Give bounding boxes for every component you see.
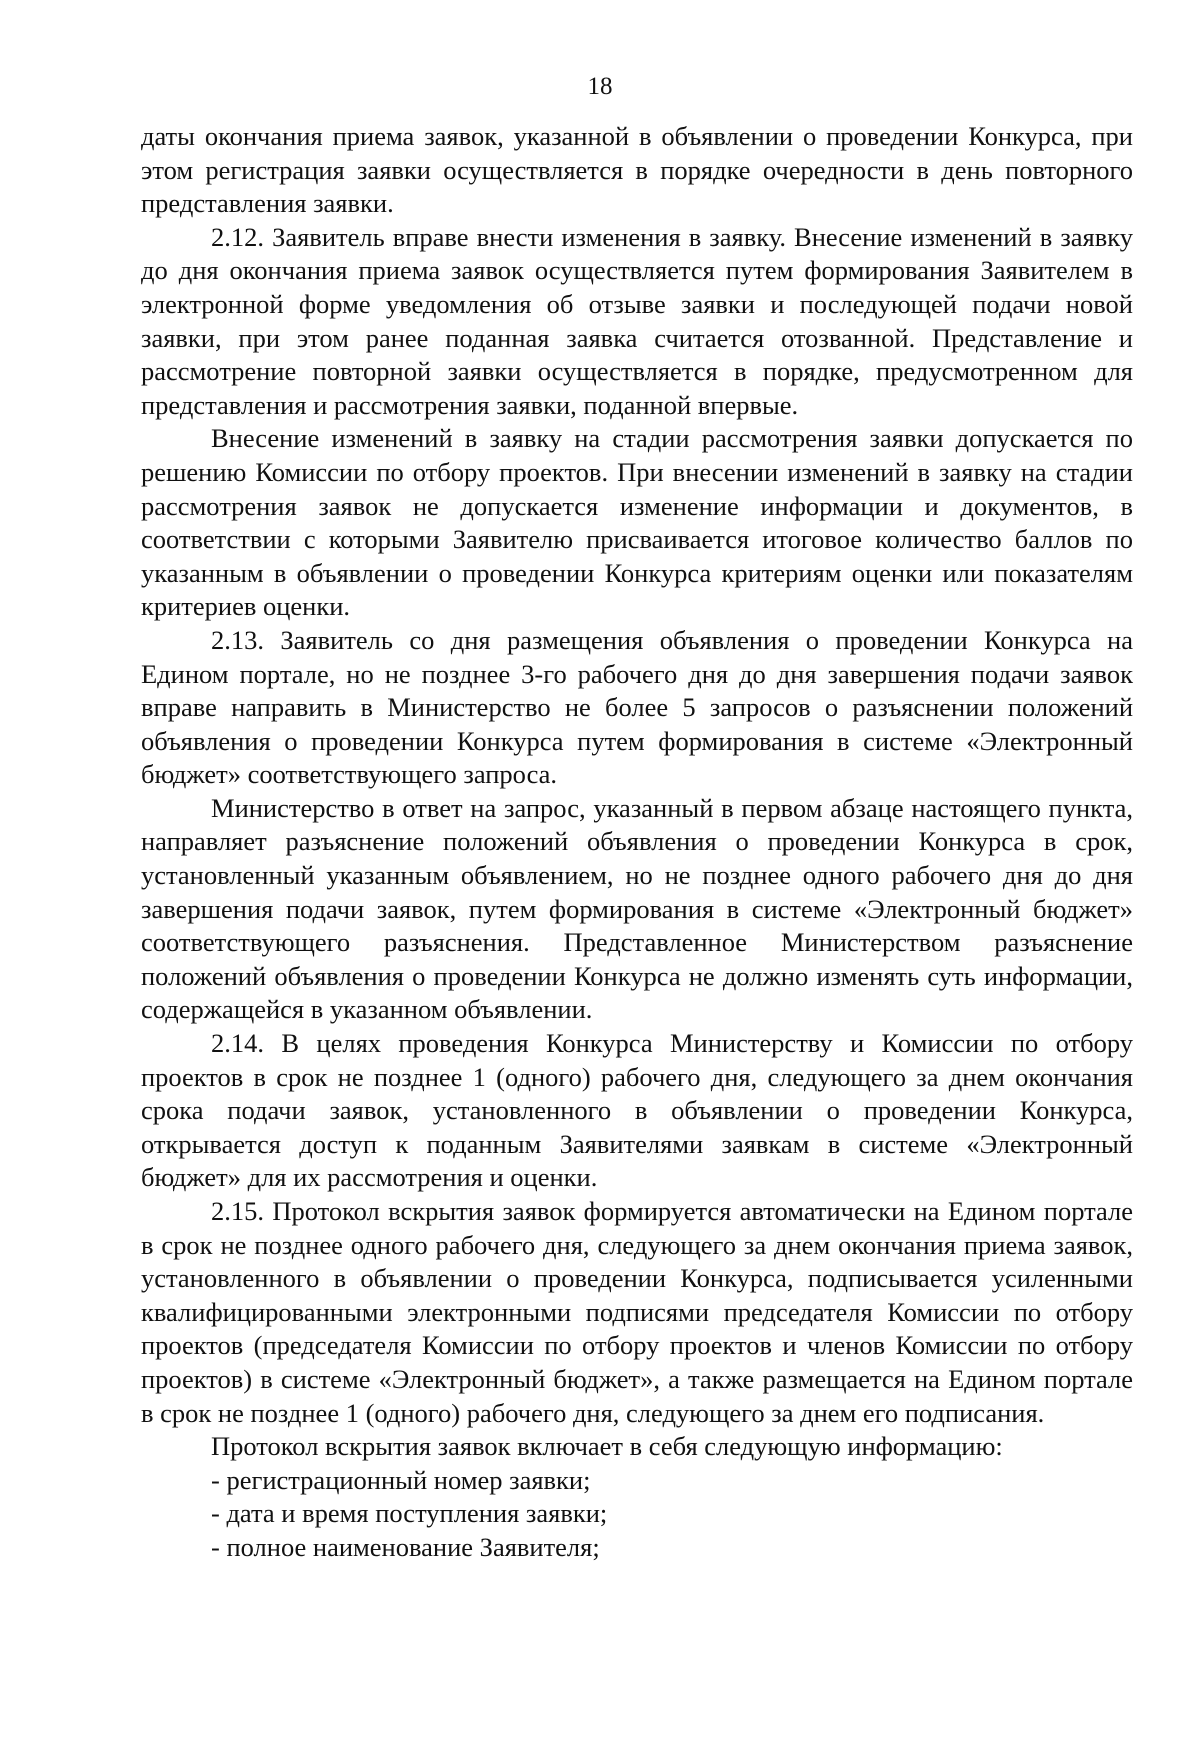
paragraph-2-12-changes: Внесение изменений в заявку на стадии рассмотрения заявки допускается по решению Комиссии по отбору проектов. При внесении изменений в заявку на стадии рассмотрения заявок не допускается изменение информации и документов, в соответствии с которыми Заявителю присваивается итоговое количество баллов по указанным в объявлении о проведении Конкурса критериям оценки или показателям критериев оценки.: [141, 423, 1133, 622]
list-item: - дата и время поступления заявки;: [211, 1498, 608, 1529]
paragraph-2-15: 2.15. Протокол вскрытия заявок формируется автоматически на Едином портале в срок не позднее одного рабочего дня, следующего за днем окончания приема заявок, установленного в объявлении о проведении Конкурса, подписывается усиленными квалифицированными электронными подписями председателя Комиссии по отбору проектов (председателя Комиссии по отбору проектов и членов Комиссии по отбору проектов) в системе «Электронный бюджет», а также размещается на Едином портале в срок не позднее 1 (одного) рабочего дня, следующего за днем его подписания.: [141, 1196, 1133, 1428]
paragraph-2-12: 2.12. Заявитель вправе внести изменения в заявку. Внесение изменений в заявку до дня окончания приема заявок осуществляется путем формирования Заявителем в электронной форме уведомления об отзыве заявки и последующей подачи новой заявки, при этом ранее поданная заявка считается отозванной. Представление и рассмотрение повторной заявки осуществляется в порядке, предусмотренном для представления и рассмотрения заявки, поданной впервые.: [141, 221, 1133, 420]
paragraph-continuation: даты окончания приема заявок, указанной в объявлении о проведении Конкурса, при этом регистрация заявки осуществляется в порядке очередности в день повторного представления заявки.: [141, 121, 1133, 219]
paragraph-2-15-protocol-contents: Протокол вскрытия заявок включает в себя следующую информацию:: [211, 1431, 1003, 1462]
paragraph-2-14: 2.14. В целях проведения Конкурса Министерству и Комиссии по отбору проектов в срок не позднее 1 (одного) рабочего дня, следующего за днем окончания срока подачи заявок, установленного в объявлении о проведении Конкурса, открывается доступ к поданным Заявителями заявкам в системе «Электронный бюджет» для их рассмотрения и оценки.: [141, 1028, 1133, 1193]
paragraph-2-13: 2.13. Заявитель со дня размещения объявления о проведении Конкурса на Едином портале, но не позднее 3-го рабочего дня до дня завершения подачи заявок вправе направить в Министерство не более 5 запросов о разъяснении положений объявления о проведении Конкурса путем формирования в системе «Электронный бюджет» соответствующего запроса.: [141, 624, 1133, 790]
list-item: - регистрационный номер заявки;: [211, 1464, 591, 1495]
list-item: - полное наименование Заявителя;: [211, 1531, 600, 1562]
page-number: 18: [587, 73, 613, 100]
document-body: [141, 120, 1133, 1565]
paragraph-2-13-response: Министерство в ответ на запрос, указанный в первом абзаце настоящего пункта, направляет разъяснение положений объявления о проведении Конкурса в срок, установленный указанным объявлением, но не позднее одного рабочего дня до дня завершения подачи заявок, путем формирования в системе «Электронный бюджет» соответствующего разъяснения. Представленное Министерством разъяснение положений объявления о проведении Конкурса не должно изменять суть информации, содержащейся в указанном объявлении.: [141, 792, 1133, 1025]
